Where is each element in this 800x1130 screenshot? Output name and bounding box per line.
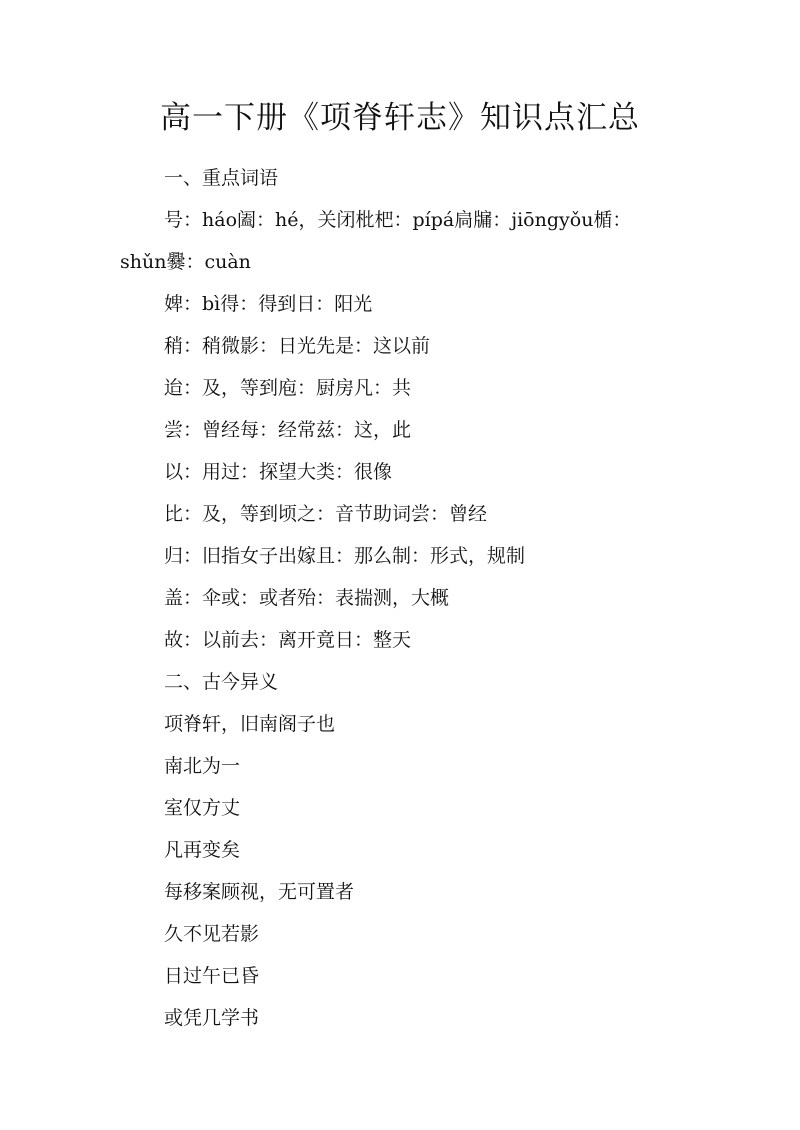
text-line: 迨：及，等到庖：厨房凡：共 xyxy=(164,377,412,399)
text-line: 号：háo阖：hé，关闭枇杷：pípá扃牖：jiōngyǒu楯： xyxy=(164,209,632,231)
text-line: 南北为一 xyxy=(164,755,241,777)
text-line: 室仅方丈 xyxy=(164,797,241,819)
text-line: 归：旧指女子出嫁且：那么制：形式，规制 xyxy=(164,545,526,567)
text-line: 项脊轩，旧南阁子也 xyxy=(164,713,336,735)
text-line: 久不见若影 xyxy=(164,923,260,945)
text-line: 稍：稍微影：日光先是：这以前 xyxy=(164,335,431,357)
text-line: 每移案顾视，无可置者 xyxy=(164,881,355,903)
text-line: 婢：bì得：得到日：阳光 xyxy=(164,293,373,315)
text-line: 日过午已昏 xyxy=(164,965,260,987)
section-heading-ancient-modern-meaning: 二、古今异义 xyxy=(164,671,279,693)
text-line: 或凭几学书 xyxy=(164,1007,260,1029)
text-line-continuation: shǔn爨：cuàn xyxy=(120,251,251,273)
text-line: 以：用过：探望大类：很像 xyxy=(164,461,393,483)
text-line: 凡再变矣 xyxy=(164,839,241,861)
text-line: 盖：伞或：或者殆：表揣测，大概 xyxy=(164,587,450,609)
document-body xyxy=(120,157,680,1039)
section-heading-key-words: 一、重点词语 xyxy=(164,167,279,189)
text-line: 比：及，等到顷之：音节助词尝：曾经 xyxy=(164,503,488,525)
document-title: 高一下册《项脊轩志》知识点汇总 xyxy=(160,100,640,136)
text-line: 故：以前去：离开竟日：整天 xyxy=(164,629,412,651)
text-line: 尝：曾经每：经常兹：这，此 xyxy=(164,419,412,441)
